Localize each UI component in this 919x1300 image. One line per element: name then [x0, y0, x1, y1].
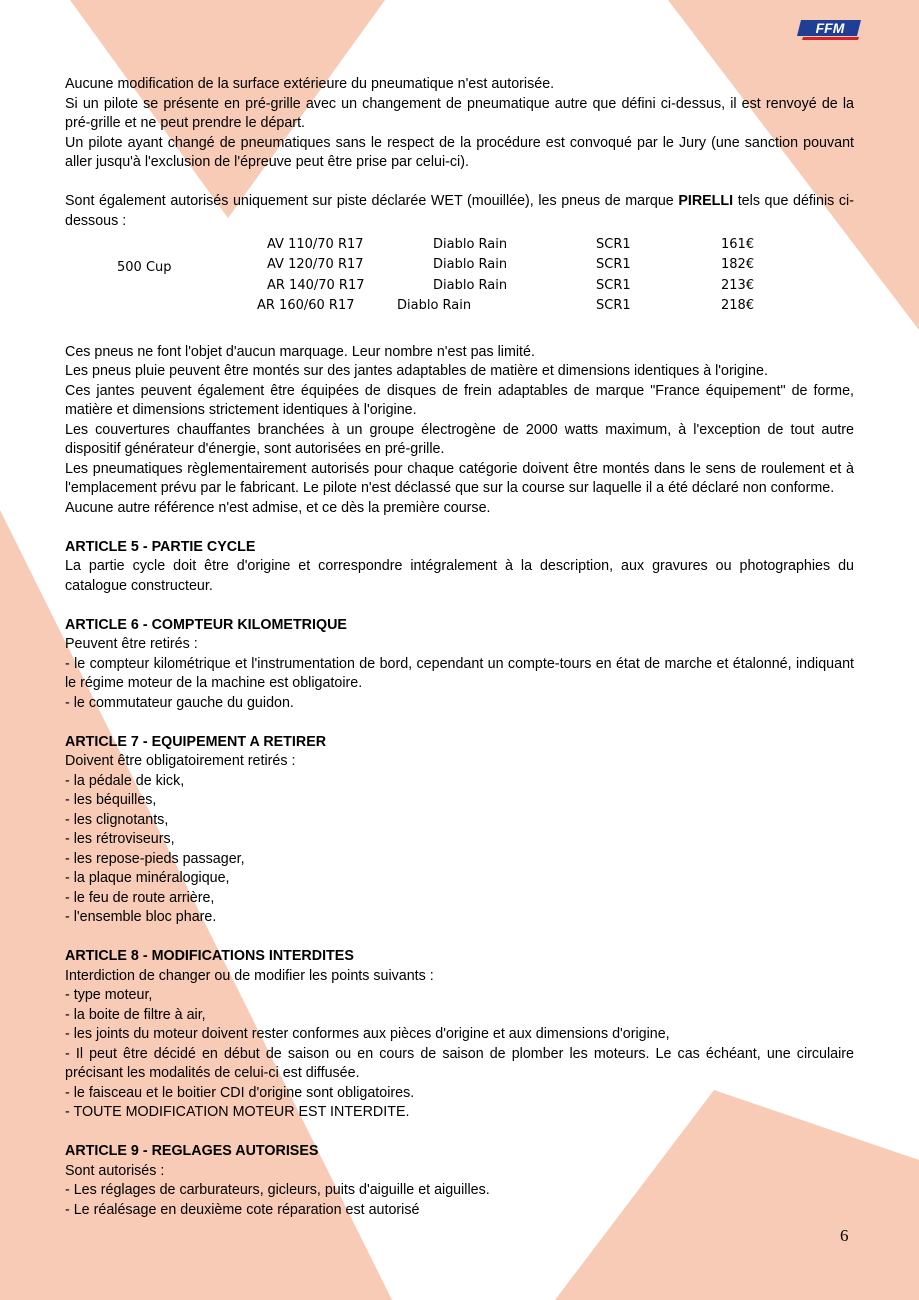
- list-item: - les repose-pieds passager,: [65, 850, 245, 867]
- tyre-table: [65, 235, 854, 323]
- list-item: - le faisceau et le boitier CDI d'origine sont obligatoires.: [65, 1084, 415, 1101]
- tyre-row: AR 160/60 R17 Diablo Rain SCR1 218€: [257, 297, 755, 313]
- paragraph: Ces pneus ne font l'objet d'aucun marquage. Leur nombre n'est pas limité.: [65, 343, 535, 360]
- article-7-intro: Doivent être obligatoirement retirés :: [65, 753, 296, 769]
- paragraph: Ces jantes peuvent également être équipées de disques de frein adaptables de marque "France équipement" de forme, matière et dimensions strictement identiques à l'origine.: [65, 382, 854, 418]
- document-body: [65, 75, 854, 1220]
- wet-paragraph: Sont également autorisés uniquement sur piste déclarée WET (mouillée), les pneus de marque PIRELLI tels que définis ci-dessous :: [65, 193, 854, 229]
- brand-name: PIRELLI: [678, 193, 734, 209]
- list-item: - type moteur,: [65, 987, 153, 1003]
- article-5-title: ARTICLE 5 - PARTIE CYCLE: [65, 538, 256, 555]
- article-6-title: ARTICLE 6 - COMPTEUR KILOMETRIQUE: [65, 616, 347, 633]
- list-item: - Les réglages de carburateurs, gicleurs, puits d'aiguille et aiguilles.: [65, 1182, 490, 1198]
- intro-line: Si un pilote se présente en pré-grille avec un changement de pneumatique autre que défini ci-dessus, il est renvoyé de la pré-grille et ne peut prendre le départ.: [65, 95, 854, 131]
- list-item: - le commutateur gauche du guidon.: [65, 694, 294, 711]
- paragraph: Les couvertures chauffantes branchées à un groupe électrogène de 2000 watts maximum, à l'exception de tout autre dispositif générateur d'énergie, sont autorisées en pré-grille.: [65, 421, 854, 457]
- page-number: 6: [840, 1226, 849, 1245]
- intro-line: Un pilote ayant changé de pneumatiques sans le respect de la procédure est convoqué par le Jury (une sanction pouvant aller jusqu'à l'exclusion de l'épreuve peut être prise par celui-ci).: [65, 134, 854, 170]
- paragraph: Les pneumatiques règlementairement autorisés pour chaque catégorie doivent être montés dans le sens de roulement et à l'emplacement prévu par le fabricant. Le pilote n'est déclassé que sur la course sur laquelle il a été déclaré non conforme.: [65, 460, 854, 496]
- tyre-category: 500 Cup: [117, 260, 172, 275]
- list-item: - la pédale de kick,: [65, 772, 185, 789]
- list-item: - le feu de route arrière,: [65, 889, 215, 906]
- list-item: - la plaque minéralogique,: [65, 870, 230, 886]
- article-6-intro: Peuvent être retirés :: [65, 636, 198, 652]
- list-item: - le compteur kilométrique et l'instrumentation de bord, cependant un compte-tours en état de marche et étalonné, indiquant le régime moteur de la machine est obligatoire.: [65, 655, 854, 691]
- paragraph: Aucune autre référence n'est admise, et ce dès la première course.: [65, 499, 491, 516]
- ffm-logo: [797, 16, 863, 42]
- list-item: - Le réalésage en deuxième cote réparation est autorisé: [65, 1201, 420, 1218]
- article-8-intro: Interdiction de changer ou de modifier les points suivants :: [65, 967, 434, 984]
- article-7-title: ARTICLE 7 - EQUIPEMENT A RETIRER: [65, 733, 327, 750]
- list-item: - les clignotants,: [65, 811, 169, 828]
- tyre-row: AV 120/70 R17 Diablo Rain SCR1 182€: [267, 257, 755, 273]
- tyre-row: AR 140/70 R17 Diablo Rain SCR1 213€: [267, 277, 755, 293]
- list-item: - la boite de filtre à air,: [65, 1006, 206, 1023]
- article-9-title: ARTICLE 9 - REGLAGES AUTORISES: [65, 1143, 319, 1159]
- list-item: - Il peut être décidé en début de saison ou en cours de saison de plomber les moteurs. Le cas échéant, une circulaire précisant les modalités de celui-ci est diffusée.: [65, 1045, 854, 1081]
- article-8-title: ARTICLE 8 - MODIFICATIONS INTERDITES: [65, 948, 354, 964]
- list-item: - les joints du moteur doivent rester conformes aux pièces d'origine et aux dimensions d'origine,: [65, 1026, 670, 1042]
- article-5-text: La partie cycle doit être d'origine et correspondre intégralement à la description, aux gravures ou photographies du catalogue constructeur.: [65, 558, 854, 594]
- article-9-intro: Sont autorisés :: [65, 1162, 165, 1179]
- list-item: - les rétroviseurs,: [65, 831, 175, 847]
- list-item: - TOUTE MODIFICATION MOTEUR EST INTERDITE.: [65, 1104, 410, 1120]
- list-item: - l'ensemble bloc phare.: [65, 909, 217, 925]
- intro-line: Aucune modification de la surface extérieure du pneumatique n'est autorisée.: [65, 76, 555, 92]
- paragraph: Les pneus pluie peuvent être montés sur des jantes adaptables de matière et dimensions identiques à l'origine.: [65, 363, 768, 379]
- logo-text: FFM: [815, 20, 845, 36]
- tyre-row: AV 110/70 R17 Diablo Rain SCR1 161€: [267, 237, 755, 252]
- list-item: - les béquilles,: [65, 792, 157, 808]
